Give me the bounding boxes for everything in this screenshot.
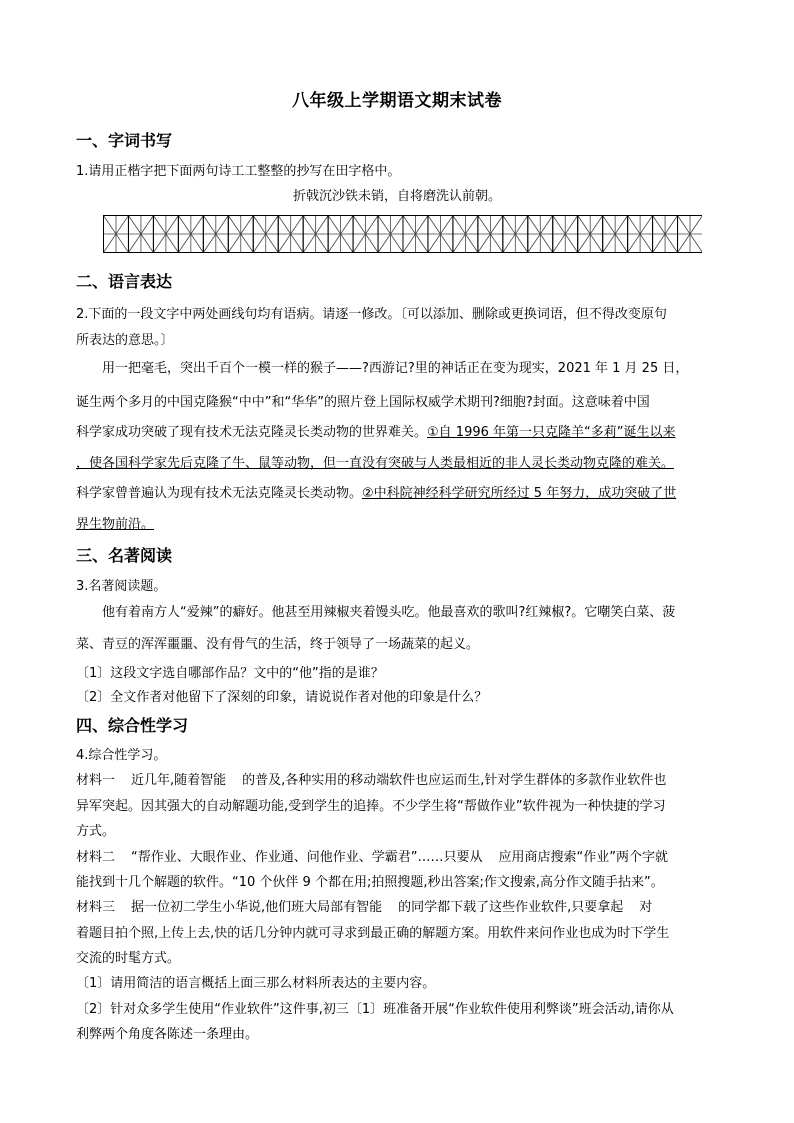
grid-cell [578, 216, 603, 253]
material-3-line-1 [76, 899, 718, 917]
section-heading-4: 四、综合性学习 [76, 716, 189, 735]
material-3-label: 材料三 [76, 900, 116, 915]
grid-cell [128, 216, 153, 253]
q2-passage-line-5 [76, 485, 718, 503]
q4-subquestion-2-line-1: 〔2〕针对众多学生使用“作业软件”这件事,初三〔1〕班准备开展“作业软件使用利弊谈”班会活动,请你从 [76, 1002, 674, 1017]
grid-cell [503, 216, 528, 253]
material-3-text: 的同学都下载了这些作业软件,只要拿起 [398, 900, 624, 915]
section-heading-1: 一、字词书写 [76, 131, 173, 150]
grid-cell [378, 216, 403, 253]
grid-cell [104, 216, 129, 253]
material-3-line-2: 着题目拍个照,上传上去,快的话几分钟内就可寻求到最正确的解题方案。用软件来问作业也成为时下学生 [76, 926, 670, 941]
material-2-text: “帮作业、大眼作业、作业通、问他作业、学霸君”……只要从 [131, 850, 483, 865]
grid-cell [653, 216, 678, 253]
material-1-line-2: 异军突起。因其强大的自动解题功能,受到学生的追捧。不少学生将“帮做作业”软件视为一种快捷的学习 [76, 799, 666, 814]
q3-subquestion-2: 〔2〕全文作者对他留下了深刻的印象，请说说作者对他的印象是什么？ [76, 690, 488, 705]
grid-cell [203, 216, 228, 253]
material-1-text: 的普及,各种实用的移动端软件也应运而生,针对学生群体的多款作业软件也 [242, 773, 667, 788]
q4-subquestion-1: 〔1〕请用简洁的语言概括上面三那么材料所表达的主要内容。 [76, 976, 436, 991]
underlined-sentence-2-cont: 界生物前沿。 [76, 517, 155, 532]
grid-cell [403, 216, 428, 253]
q3-subquestion-1: 〔1〕这段文字选自哪部作品？文中的“他”指的是谁？ [76, 666, 384, 681]
grid-cell [603, 216, 628, 253]
grid-cell [178, 216, 203, 253]
grid-cell [328, 216, 353, 253]
tianzige-grid [103, 215, 702, 253]
section-heading-3: 三、名著阅读 [76, 546, 173, 565]
q3-prompt: 3.名著阅读题。 [76, 579, 167, 594]
material-1-text: 近几年,随着智能 [131, 773, 227, 788]
q3-passage-line-1: 他有着南方人“爱辣”的癖好。他甚至用辣椒夹着馒头吃。他最喜欢的歌叫?红辣椒?。它嘲笑白菜、菠 [102, 605, 676, 620]
grid-cell [678, 216, 702, 253]
material-3-line-3: 交流的时髦方式。 [76, 951, 181, 966]
q2-passage-line-2: 诞生两个多月的中国克隆猴“中中”和“华华”的照片登上国际权威学术期刊?细胞?封面。这意味着中国 [76, 395, 650, 410]
material-3-text: 对 [639, 900, 653, 915]
underlined-sentence-1: ①自 1996 年第一只克隆羊“多莉”诞生以来 [427, 425, 676, 440]
q1-prompt: 1.请用正楷字把下面两句诗工工整整的抄写在田字格中。 [76, 164, 401, 179]
material-1-line-1 [76, 772, 718, 790]
grid-cell [478, 216, 503, 253]
material-2-label: 材料二 [76, 850, 116, 865]
grid-cell [153, 216, 178, 253]
material-1-label: 材料一 [76, 773, 116, 788]
grid-cell [553, 216, 578, 253]
grid-cell [528, 216, 553, 253]
grid-cell [628, 216, 653, 253]
material-1-line-3: 方式。 [76, 824, 116, 839]
q2-prompt-line-1: 2.下面的一段文字中两处画线句均有语病。请逐一修改。〔可以添加、删除或更换词语，但不得改变原句 [76, 307, 667, 322]
page-title: 八年级上学期语文期末试卷 [292, 91, 502, 111]
q2-prompt-line-2: 所表达的意思。〕 [76, 333, 174, 348]
q4-subquestion-2-line-2: 利弊两个角度各陈述一条理由。 [76, 1027, 259, 1042]
material-2-text: 应用商店搜索“作业”两个字就 [498, 850, 668, 865]
grid-cell [453, 216, 478, 253]
q2-passage-line-3 [76, 424, 718, 442]
q2-passage-text: 科学家成功突破了现有技术无法克隆灵长类动物的世界难关。 [76, 425, 428, 440]
q2-passage-line-1: 用一把毫毛，突出千百个一模一样的猴子——?西游记?里的神话正在变为现实，2021 年 1 月 25 日， [102, 361, 689, 376]
material-3-text: 据一位初二学生小华说,他们班大局部有智能 [131, 900, 383, 915]
underlined-sentence-2: ②中科院神经科学研究所经过 5 年努力，成功突破了世 [362, 486, 677, 501]
q4-prompt: 4.综合性学习。 [76, 748, 167, 763]
grid-cell [278, 216, 303, 253]
q2-passage-text: 科学家曾普遍认为现有技术无法克隆灵长类动物。 [76, 486, 363, 501]
grid-cell [353, 216, 378, 253]
grid-cell [428, 216, 453, 253]
q3-passage-line-2: 菜、青豆的浑浑噩噩、没有骨气的生活，终于领导了一场蔬菜的起义。 [76, 637, 480, 652]
material-2-line-2: 能找到十几个解题的软件。“10 个伙伴 9 个都在用;拍照搜题,秒出答案;作文搜索,高分作文随手拈来”。 [76, 875, 664, 890]
underlined-sentence-1-cont: ，使各国科学家先后克隆了牛、鼠等动物，但一直没有突破与人类最相近的非人灵长类动物克隆的难关。 [76, 456, 675, 471]
material-2-line-1 [76, 849, 718, 867]
grid-cell [228, 216, 253, 253]
q1-poem: 折戟沉沙铁未销，自将磨洗认前朝。 [292, 189, 501, 204]
grid-cell [253, 216, 278, 253]
section-heading-2: 二、语言表达 [76, 272, 173, 291]
grid-cell [303, 216, 328, 253]
